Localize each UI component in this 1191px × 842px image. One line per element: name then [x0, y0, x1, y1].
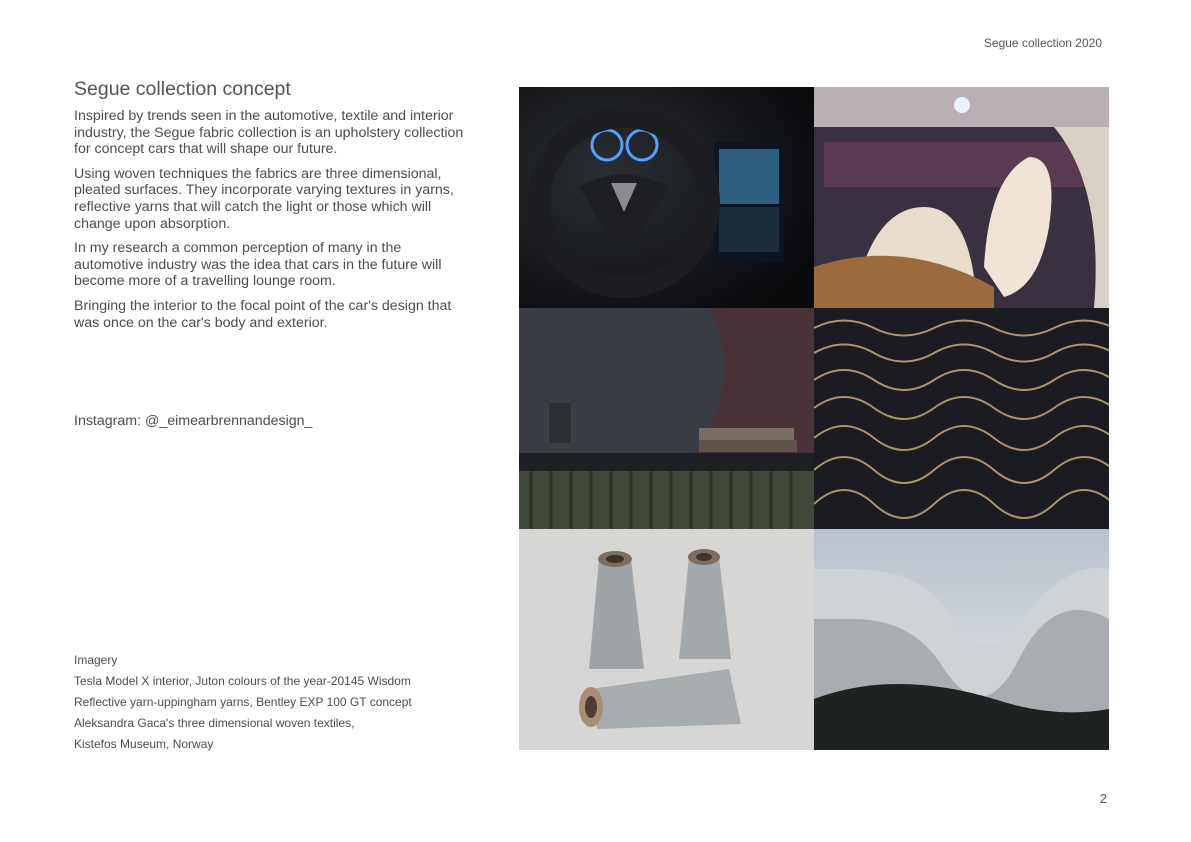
concept-text: [74, 108, 474, 339]
imagery-credits: [74, 650, 412, 755]
page-number: 2: [1099, 791, 1107, 806]
moodboard-grid: [519, 87, 1109, 750]
tesla-steering-wheel-photo: [519, 87, 814, 308]
credit-line: Tesla Model X interior, Juton colours of the year-20145 Wisdom: [74, 674, 411, 688]
credit-line: Reflective yarn-uppingham yarns, Bentley EXP 100 GT concept: [74, 695, 412, 709]
woven-textile-photo: [814, 308, 1109, 529]
juton-wisdom-interior-photo: [519, 308, 814, 529]
paragraph: In my research a common perception of many in the automotive industry was the idea that cars in the future will become more of a travelling lounge room.: [74, 240, 442, 290]
paragraph: Using woven techniques the fabrics are three dimensional, pleated surfaces. They incorporate varying textures in yarns, reflective yarns that will catch the light or those which will change upon absorption.: [74, 165, 454, 232]
credit-line: Aleksandra Gaca's three dimensional woven textiles,: [74, 716, 355, 730]
imagery-label: Imagery: [74, 653, 118, 667]
kistefos-museum-photo: [814, 529, 1109, 750]
paragraph: Bringing the interior to the focal point of the car's design that was once on the car's body and exterior.: [74, 297, 452, 331]
header-collection-label: Segue collection 2020: [983, 36, 1102, 50]
page-title: Segue collection concept: [74, 78, 291, 100]
instagram-handle: Instagram: @_eimearbrennandesign_: [74, 413, 313, 429]
reflective-yarn-cones-photo: [519, 529, 814, 750]
paragraph: Inspired by trends seen in the automotive, textile and interior industry, the Segue fabric collection is an upholstery collection for concept cars that will shape our future.: [74, 108, 464, 158]
bentley-concept-interior-photo: [814, 87, 1109, 308]
credit-line: Kistefos Museum, Norway: [74, 737, 214, 751]
